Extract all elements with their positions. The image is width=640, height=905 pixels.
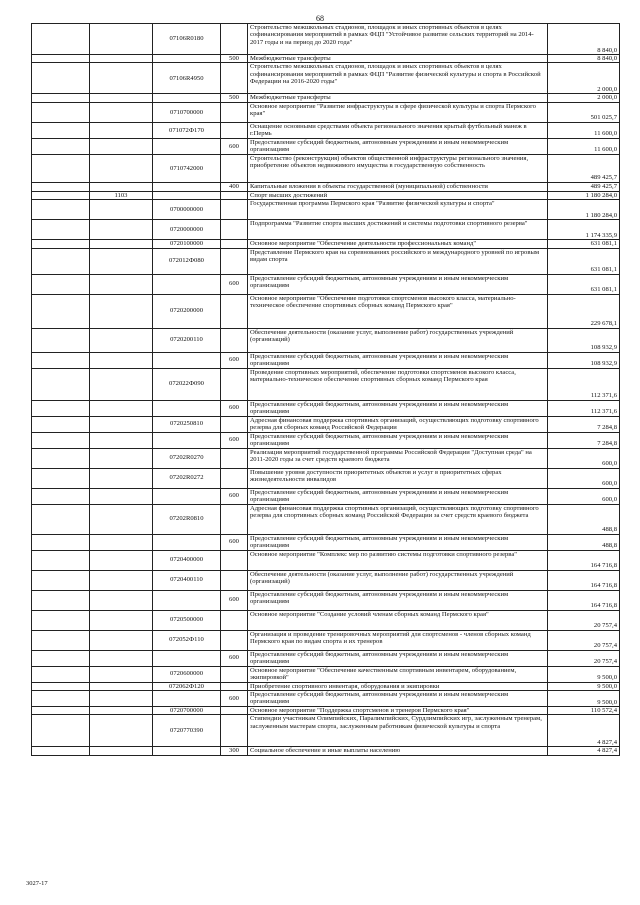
row-section-code <box>90 368 153 400</box>
table-row <box>32 630 620 650</box>
row-amount: 164 716,8 <box>548 590 620 610</box>
table-row <box>32 468 620 488</box>
row-name: Основное мероприятие "Поддержка спортсменов и тренеров Пермского края" <box>248 707 548 715</box>
row-target-article: 071072Ф170 <box>153 122 221 138</box>
table-row <box>32 691 620 707</box>
row-amount: 20 757,4 <box>548 650 620 666</box>
row-name: Предоставление субсидий бюджетным, автономным учреждениям и иным некоммерческим организациям <box>248 432 548 448</box>
row-target-article <box>153 400 221 416</box>
table-row <box>32 248 620 274</box>
row-code-blank <box>32 468 90 488</box>
table-row <box>32 534 620 550</box>
row-code-blank <box>32 191 90 199</box>
row-expense-type <box>221 610 248 630</box>
row-code-blank <box>32 630 90 650</box>
row-amount: 112 371,6 <box>548 400 620 416</box>
row-code-blank <box>32 488 90 504</box>
row-amount: 600,0 <box>548 448 620 468</box>
row-expense-type <box>221 24 248 55</box>
row-target-article <box>153 650 221 666</box>
row-section-code <box>90 55 153 63</box>
row-name: Обеспечение деятельности (оказание услуг, выполнение работ) государственных учреждений (организаций) <box>248 570 548 590</box>
row-expense-type <box>221 248 248 274</box>
row-section-code <box>90 682 153 690</box>
table-row <box>32 504 620 534</box>
row-amount: 7 284,8 <box>548 432 620 448</box>
row-target-article <box>153 488 221 504</box>
table-row <box>32 240 620 248</box>
row-amount: 488,8 <box>548 504 620 534</box>
row-name: Основное мероприятие "Создание условий членам сборных команд Пермского края" <box>248 610 548 630</box>
row-name: Организация и проведение тренировочных мероприятий для спортсменов - членов сборных команд Пермского края по видам спорта и их тренеров <box>248 630 548 650</box>
table-row <box>32 220 620 240</box>
row-section-code <box>90 328 153 352</box>
table-row <box>32 570 620 590</box>
row-section-code <box>90 666 153 682</box>
row-target-article <box>153 191 221 199</box>
row-name: Основное мероприятие "Обеспечение деятельности профессиональных команд" <box>248 240 548 248</box>
row-name: Реализация мероприятий государственной программы Российской Федерации "Доступная среда" на 2011-2020 годы за счет средств краевого бюджета <box>248 448 548 468</box>
row-section-code <box>90 416 153 432</box>
row-name: Предоставление субсидий бюджетным, автономным учреждениям и иным некоммерческим организациям <box>248 400 548 416</box>
row-name: Межбюджетные трансферты <box>248 94 548 102</box>
row-expense-type: 300 <box>221 747 248 755</box>
row-section-code <box>90 274 153 294</box>
row-target-article: 0720500000 <box>153 610 221 630</box>
row-name: Предоставление субсидий бюджетным, автономным учреждениям и иным некоммерческим организациям <box>248 138 548 154</box>
row-section-code <box>90 747 153 755</box>
table-row <box>32 610 620 630</box>
row-section-code <box>90 294 153 328</box>
row-code-blank <box>32 504 90 534</box>
row-code-blank <box>32 328 90 352</box>
row-expense-type <box>221 102 248 122</box>
table-row <box>32 102 620 122</box>
row-name: Предоставление субсидий бюджетным, автономным учреждениям и иным некоммерческим организациям <box>248 590 548 610</box>
row-section-code: 1103 <box>90 191 153 199</box>
row-expense-type: 600 <box>221 488 248 504</box>
table-row <box>32 666 620 682</box>
row-section-code <box>90 400 153 416</box>
row-expense-type: 600 <box>221 138 248 154</box>
row-code-blank <box>32 400 90 416</box>
table-row <box>32 432 620 448</box>
row-target-article: 07202R0272 <box>153 468 221 488</box>
row-name: Социальное обеспечение и иные выплаты населению <box>248 747 548 755</box>
row-target-article <box>153 432 221 448</box>
row-name: Основное мероприятие "Развитие инфраструктуры в сфере физической культуры и спорта Пермского края" <box>248 102 548 122</box>
row-amount: 4 827,4 <box>548 715 620 747</box>
row-target-article: 0720000000 <box>153 220 221 240</box>
table-row <box>32 154 620 182</box>
row-name: Строительство (реконструкция) объектов общественной инфраструктуры регионального значения, приобретение объектов недвижимого имущества в государственную собственность <box>248 154 548 182</box>
row-expense-type <box>221 504 248 534</box>
row-section-code <box>90 448 153 468</box>
row-section-code <box>90 691 153 707</box>
row-amount: 9 500,0 <box>548 691 620 707</box>
row-expense-type <box>221 682 248 690</box>
row-section-code <box>90 610 153 630</box>
row-name: Обеспечение деятельности (оказание услуг, выполнение работ) государственных учреждений (организаций) <box>248 328 548 352</box>
row-code-blank <box>32 63 90 94</box>
row-amount: 2 000,0 <box>548 63 620 94</box>
row-expense-type: 600 <box>221 691 248 707</box>
row-expense-type <box>221 154 248 182</box>
row-name: Межбюджетные трансферты <box>248 55 548 63</box>
table-row <box>32 191 620 199</box>
row-code-blank <box>32 24 90 55</box>
budget-table-body <box>32 24 620 756</box>
row-section-code <box>90 504 153 534</box>
row-amount: 164 716,8 <box>548 550 620 570</box>
table-row <box>32 715 620 747</box>
row-amount: 7 284,8 <box>548 416 620 432</box>
row-amount: 110 572,4 <box>548 707 620 715</box>
row-amount: 20 757,4 <box>548 610 620 630</box>
row-amount: 488,8 <box>548 534 620 550</box>
row-target-article: 07202R0270 <box>153 448 221 468</box>
row-section-code <box>90 24 153 55</box>
row-code-blank <box>32 691 90 707</box>
row-name: Капитальные вложения в объекты государственной (муниципальной) собственности <box>248 182 548 191</box>
row-expense-type <box>221 63 248 94</box>
row-name: Спорт высших достижений <box>248 191 548 199</box>
table-row <box>32 63 620 94</box>
row-amount: 229 678,1 <box>548 294 620 328</box>
row-name: Оснащение основными средствами объекта регионального значения крытый футбольный манеж в г.Пермь <box>248 122 548 138</box>
row-amount: 164 716,8 <box>548 570 620 590</box>
row-amount: 489 425,7 <box>548 154 620 182</box>
row-expense-type <box>221 122 248 138</box>
row-amount: 1 180 284,0 <box>548 200 620 220</box>
row-name: Предоставление субсидий бюджетным, автономным учреждениям и иным некоммерческим организациям <box>248 274 548 294</box>
table-row <box>32 400 620 416</box>
row-amount: 8 840,0 <box>548 55 620 63</box>
row-expense-type <box>221 550 248 570</box>
row-target-article: 072022Ф090 <box>153 368 221 400</box>
budget-table <box>31 23 620 756</box>
row-section-code <box>90 590 153 610</box>
row-code-blank <box>32 747 90 755</box>
row-section-code <box>90 240 153 248</box>
row-code-blank <box>32 682 90 690</box>
row-code-blank <box>32 610 90 630</box>
row-section-code <box>90 154 153 182</box>
row-code-blank <box>32 416 90 432</box>
row-target-article: 072062Ф120 <box>153 682 221 690</box>
row-name: Предоставление субсидий бюджетным, автономным учреждениям и иным некоммерческим организациям <box>248 352 548 368</box>
row-name: Представление Пермского края на соревнованиях российского и международного уровней по игровым видам спорта <box>248 248 548 274</box>
row-target-article: 0720250810 <box>153 416 221 432</box>
row-code-blank <box>32 240 90 248</box>
row-amount: 2 000,0 <box>548 94 620 102</box>
row-code-blank <box>32 200 90 220</box>
row-code-blank <box>32 220 90 240</box>
row-target-article <box>153 747 221 755</box>
row-section-code <box>90 550 153 570</box>
row-expense-type <box>221 707 248 715</box>
row-section-code <box>90 432 153 448</box>
row-expense-type <box>221 328 248 352</box>
row-name: Адресная финансовая поддержка спортивных организаций, осуществляющих подготовку спортивного резерва для спортивных сборных команд Российской Федерации за счет средств краевого бюджета <box>248 504 548 534</box>
row-expense-type: 600 <box>221 352 248 368</box>
row-section-code <box>90 182 153 191</box>
row-expense-type: 600 <box>221 432 248 448</box>
row-code-blank <box>32 294 90 328</box>
row-code-blank <box>32 352 90 368</box>
row-section-code <box>90 570 153 590</box>
row-name: Основное мероприятие "Обеспечение подготовки спортсменов высокого класса, материально-техническое обеспечение спортивных сборных команд Пермского края" <box>248 294 548 328</box>
row-code-blank <box>32 448 90 468</box>
row-section-code <box>90 138 153 154</box>
row-target-article <box>153 138 221 154</box>
row-target-article: 0720400110 <box>153 570 221 590</box>
table-row <box>32 274 620 294</box>
row-amount: 501 025,7 <box>548 102 620 122</box>
row-section-code <box>90 707 153 715</box>
row-amount: 1 180 284,0 <box>548 191 620 199</box>
table-row <box>32 590 620 610</box>
table-row <box>32 122 620 138</box>
row-target-article <box>153 94 221 102</box>
table-row <box>32 368 620 400</box>
row-code-blank <box>32 707 90 715</box>
row-amount: 9 500,0 <box>548 666 620 682</box>
row-target-article: 0720200110 <box>153 328 221 352</box>
table-row <box>32 682 620 690</box>
row-amount: 489 425,7 <box>548 182 620 191</box>
row-expense-type <box>221 416 248 432</box>
row-expense-type <box>221 200 248 220</box>
row-code-blank <box>32 368 90 400</box>
row-expense-type <box>221 630 248 650</box>
row-name: Предоставление субсидий бюджетным, автономным учреждениям и иным некоммерческим организациям <box>248 488 548 504</box>
row-section-code <box>90 468 153 488</box>
row-code-blank <box>32 570 90 590</box>
row-target-article: 07202R0810 <box>153 504 221 534</box>
table-row <box>32 416 620 432</box>
row-amount: 11 600,0 <box>548 122 620 138</box>
row-expense-type <box>221 570 248 590</box>
row-expense-type <box>221 240 248 248</box>
row-code-blank <box>32 248 90 274</box>
row-code-blank <box>32 55 90 63</box>
row-amount: 631 081,1 <box>548 274 620 294</box>
row-amount: 600,0 <box>548 468 620 488</box>
row-section-code <box>90 200 153 220</box>
table-row <box>32 138 620 154</box>
row-name: Адресная финансовая поддержка спортивных организаций, осуществляющих подготовку спортивного резерва для сборных команд Российской Федерации <box>248 416 548 432</box>
row-amount: 9 500,0 <box>548 682 620 690</box>
table-row <box>32 200 620 220</box>
footer-code: 3027-17 <box>26 880 48 887</box>
row-target-article: 0720600000 <box>153 666 221 682</box>
row-expense-type <box>221 715 248 747</box>
row-expense-type <box>221 191 248 199</box>
row-amount: 631 081,1 <box>548 248 620 274</box>
row-amount: 112 371,6 <box>548 368 620 400</box>
row-section-code <box>90 63 153 94</box>
row-code-blank <box>32 715 90 747</box>
row-name: Строительство межшкольных стадионов, площадок и иных спортивных объектов в целях софинансирования мероприятий в рамках ФЦП "Развитие физической культуры и спорта в Российской Федерации на 2016-2020 годы" <box>248 63 548 94</box>
row-amount: 11 600,0 <box>548 138 620 154</box>
row-code-blank <box>32 138 90 154</box>
row-target-article: 0720700000 <box>153 707 221 715</box>
row-target-article: 07106R0180 <box>153 24 221 55</box>
row-expense-type <box>221 448 248 468</box>
row-code-blank <box>32 666 90 682</box>
row-code-blank <box>32 154 90 182</box>
row-code-blank <box>32 102 90 122</box>
page-number: 68 <box>316 14 324 23</box>
row-section-code <box>90 715 153 747</box>
row-expense-type <box>221 666 248 682</box>
row-name: Строительство межшкольных стадионов, площадок и иных спортивных объектов в целях софинансирования мероприятий в рамках ФЦП "Устойчивое развитие сельских территорий на 2014-2017 годы и на период до 2020 года" <box>248 24 548 55</box>
row-section-code <box>90 220 153 240</box>
table-row <box>32 328 620 352</box>
row-code-blank <box>32 274 90 294</box>
row-expense-type <box>221 294 248 328</box>
row-expense-type: 400 <box>221 182 248 191</box>
row-name: Основное мероприятие "Комплекс мер по развитию системы подготовки спортивного резерва" <box>248 550 548 570</box>
row-target-article: 0720100000 <box>153 240 221 248</box>
row-code-blank <box>32 122 90 138</box>
row-expense-type: 600 <box>221 590 248 610</box>
row-expense-type <box>221 368 248 400</box>
row-expense-type: 600 <box>221 400 248 416</box>
row-name: Предоставление субсидий бюджетным, автономным учреждениям и иным некоммерческим организациям <box>248 534 548 550</box>
row-target-article: 0710742000 <box>153 154 221 182</box>
table-row <box>32 24 620 55</box>
row-expense-type <box>221 468 248 488</box>
row-target-article <box>153 352 221 368</box>
row-name: Основное мероприятие "Обеспечение качественным спортивным инвентарем, оборудованием, экипировкой" <box>248 666 548 682</box>
row-expense-type <box>221 220 248 240</box>
row-name: Предоставление субсидий бюджетным, автономным учреждениям и иным некоммерческим организациям <box>248 691 548 707</box>
row-target-article: 0720400000 <box>153 550 221 570</box>
row-amount: 108 932,9 <box>548 328 620 352</box>
row-target-article <box>153 274 221 294</box>
table-row <box>32 488 620 504</box>
row-target-article: 0720200000 <box>153 294 221 328</box>
row-section-code <box>90 650 153 666</box>
row-target-article: 0720770390 <box>153 715 221 747</box>
row-section-code <box>90 352 153 368</box>
row-name: Государственная программа Пермского края "Развитие физической культуры и спорта" <box>248 200 548 220</box>
row-code-blank <box>32 550 90 570</box>
table-row <box>32 294 620 328</box>
row-name: Стипендии участникам Олимпийских, Паралимпийских, Сурдлимпийских игр, заслуженным тренерам, заслуженным мастерам спорта, заслуженным работникам физической культуры и спорта <box>248 715 548 747</box>
table-row <box>32 550 620 570</box>
row-target-article <box>153 590 221 610</box>
row-name: Подпрограмма "Развитие спорта высших достижений и системы подготовки спортивного резерва" <box>248 220 548 240</box>
table-row <box>32 55 620 63</box>
row-section-code <box>90 534 153 550</box>
row-amount: 1 174 335,9 <box>548 220 620 240</box>
row-expense-type: 500 <box>221 94 248 102</box>
row-target-article <box>153 691 221 707</box>
table-row <box>32 707 620 715</box>
table-row <box>32 94 620 102</box>
row-section-code <box>90 94 153 102</box>
row-amount: 600,0 <box>548 488 620 504</box>
table-row <box>32 448 620 468</box>
row-section-code <box>90 630 153 650</box>
row-code-blank <box>32 590 90 610</box>
row-target-article: 072052Ф110 <box>153 630 221 650</box>
row-target-article: 072012Ф080 <box>153 248 221 274</box>
row-section-code <box>90 488 153 504</box>
table-row <box>32 650 620 666</box>
row-code-blank <box>32 94 90 102</box>
row-expense-type: 600 <box>221 274 248 294</box>
row-amount: 108 932,9 <box>548 352 620 368</box>
row-code-blank <box>32 534 90 550</box>
row-expense-type: 600 <box>221 650 248 666</box>
row-name: Приобретение спортивного инвентаря, оборудования и экипировки <box>248 682 548 690</box>
row-amount: 4 827,4 <box>548 747 620 755</box>
table-row <box>32 747 620 755</box>
row-section-code <box>90 102 153 122</box>
row-code-blank <box>32 650 90 666</box>
row-target-article: 0710700000 <box>153 102 221 122</box>
table-row <box>32 182 620 191</box>
row-amount: 20 757,4 <box>548 630 620 650</box>
row-section-code <box>90 122 153 138</box>
row-name: Проведение спортивных мероприятий, обеспечение подготовки спортсменов высокого класса, материально-техническое обеспечение спортивных сборных команд Пермского края <box>248 368 548 400</box>
row-name: Повышение уровня доступности приоритетных объектов и услуг в приоритетных сферах жизнедеятельности инвалидов <box>248 468 548 488</box>
table-row <box>32 352 620 368</box>
row-name: Предоставление субсидий бюджетным, автономным учреждениям и иным некоммерческим организациям <box>248 650 548 666</box>
row-code-blank <box>32 182 90 191</box>
row-target-article: 07106R4950 <box>153 63 221 94</box>
row-amount: 631 081,1 <box>548 240 620 248</box>
row-target-article: 0700000000 <box>153 200 221 220</box>
row-target-article <box>153 534 221 550</box>
row-expense-type: 600 <box>221 534 248 550</box>
row-code-blank <box>32 432 90 448</box>
row-section-code <box>90 248 153 274</box>
row-amount: 8 840,0 <box>548 24 620 55</box>
row-target-article <box>153 182 221 191</box>
row-expense-type: 500 <box>221 55 248 63</box>
row-target-article <box>153 55 221 63</box>
